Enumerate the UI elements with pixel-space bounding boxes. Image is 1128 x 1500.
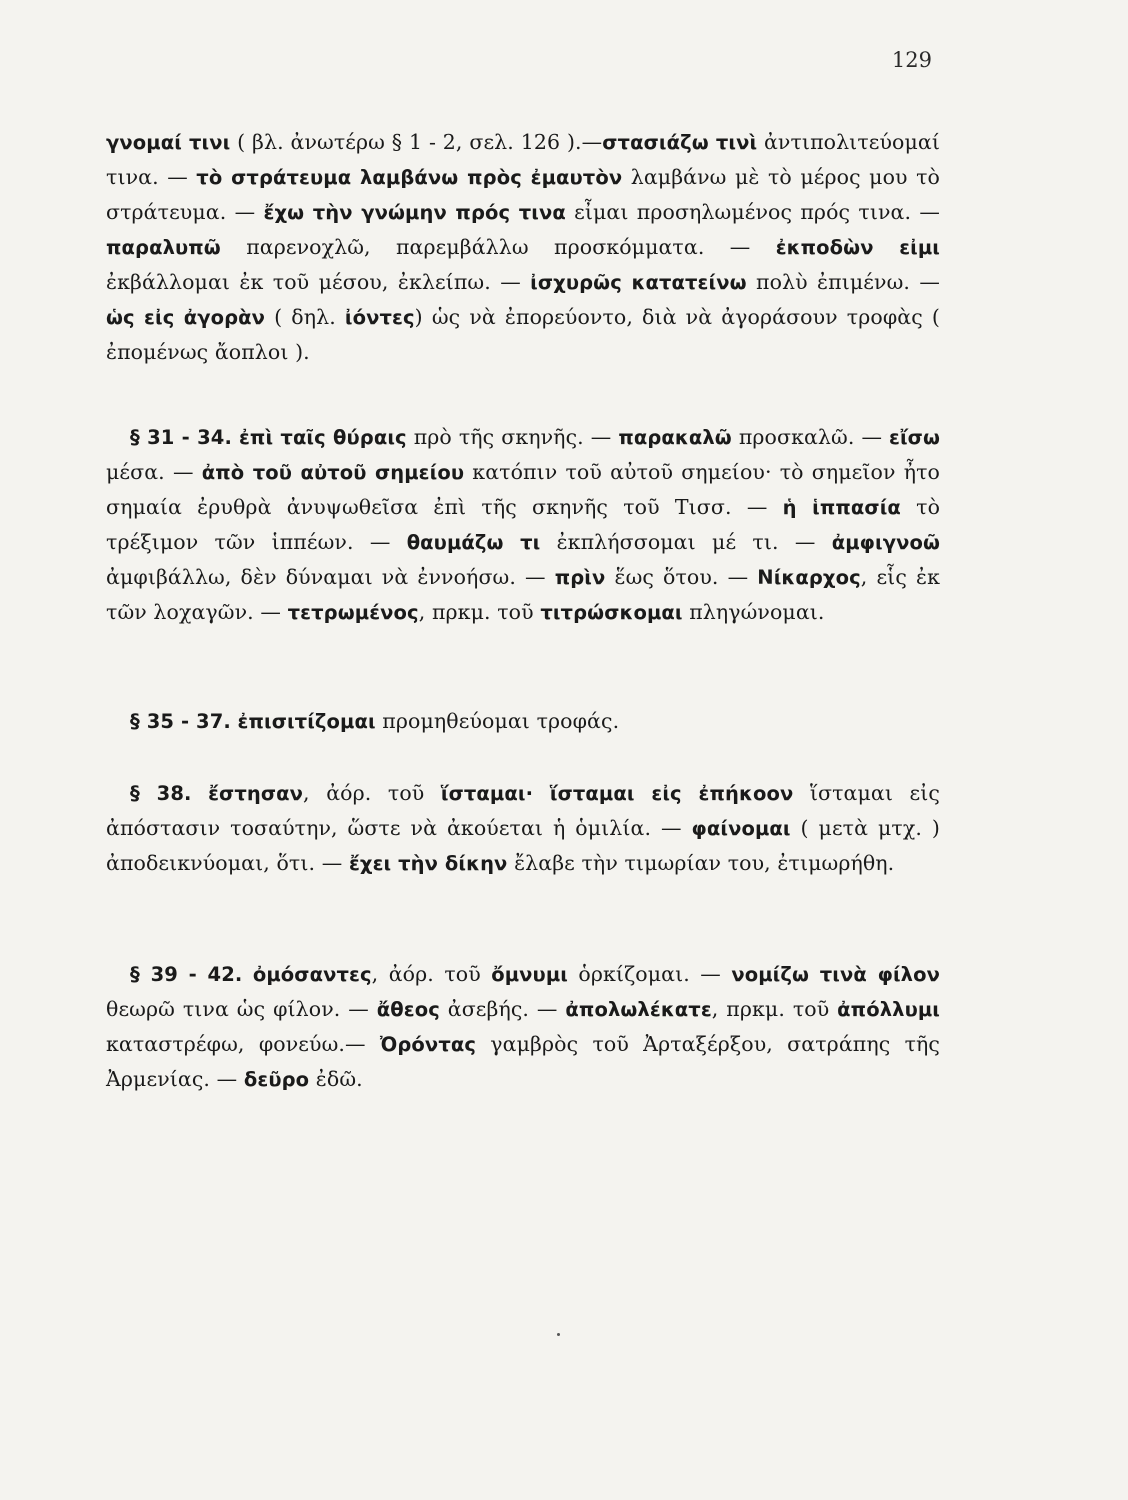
gloss-text: πληγώνομαι. <box>682 600 825 624</box>
glossed-term: ἀπὸ τοῦ αὐτοῦ σημείου <box>201 461 465 484</box>
gloss-text: προμηθεύομαι τροφάς. <box>375 709 620 733</box>
gloss-text: ἐκβάλλομαι ἐκ τοῦ μέσου, ἐκλείπω. — <box>106 270 531 294</box>
glossed-term: ἀμφιγνοῶ <box>831 531 941 554</box>
glossed-term: πρὶν <box>554 566 606 589</box>
glossed-term: Νίκαρχος <box>757 566 861 589</box>
section-number: § 39 - 42. <box>130 963 243 986</box>
gloss-text: παρενοχλῶ, παρεμβάλλω προσκόμματα. — <box>220 235 776 259</box>
gloss-text: ( βλ. ἀνωτέρω § 1 - 2, σελ. 126 ).— <box>230 130 603 154</box>
page-number: 129 <box>891 48 932 72</box>
glossed-term: ἐπισιτίζομαι <box>237 710 376 733</box>
gloss-text: λαμβάνω μὲ τὸ μέρος μου τὸ στράτευμα. — <box>106 165 940 224</box>
gloss-text: ἐδῶ. <box>309 1067 363 1091</box>
glossed-term: ἀπολωλέκατε <box>565 998 712 1021</box>
gloss-text: πρὸ τῆς σκηνῆς. — <box>406 425 619 449</box>
glossed-term: δεῦρο <box>243 1068 310 1091</box>
glossed-term: ἐκποδὼν εἰμι <box>775 236 940 259</box>
glossed-term: ἀπόλλυμι <box>837 998 940 1021</box>
gloss-text: , ἀόρ. τοῦ <box>303 781 441 805</box>
paragraph-section-31-34 <box>106 420 940 630</box>
glossed-term: τὸ στράτευμα λαμβάνω πρὸς ἐμαυτὸν <box>196 166 623 189</box>
gloss-text: ( δηλ. <box>265 305 345 329</box>
glossed-term: ἔστησαν <box>208 782 304 805</box>
paragraph-section-38 <box>106 776 940 881</box>
glossed-term: εἴσω <box>889 426 941 449</box>
gloss-text: κατόπιν τοῦ αὐτοῦ σημείου· τὸ σημεῖον ἦτο σημαία ἐρυθρὰ ἀνυψωθεῖσα ἐπὶ τῆς σκηνῆς τοῦ Τισσ. — <box>106 460 940 519</box>
section-number: § 35 - 37. <box>130 710 231 733</box>
glossed-term: γνομαί τινι <box>106 131 231 154</box>
glossed-term: στασιάζω τινὶ <box>602 131 758 154</box>
paragraph-section-39-42 <box>106 957 940 1097</box>
glossed-term: παραλυπῶ <box>106 236 221 259</box>
gloss-text <box>232 425 239 449</box>
gloss-text: προσκαλῶ. — <box>731 425 890 449</box>
glossed-term: τετρωμένος <box>287 601 419 624</box>
gloss-text: ) ὡς νὰ ἐπορεύοντο, διὰ νὰ ἀγοράσουν τροφὰς ( ἐπομένως ἄοπλοι ). <box>106 305 940 364</box>
glossed-term: νομίζω τινὰ φίλον <box>731 963 940 986</box>
gloss-text: ἀντιπολιτεύομαί τινα. — <box>106 130 940 189</box>
gloss-text <box>192 781 209 805</box>
glossed-term: ἄθεος <box>376 998 440 1021</box>
gloss-text: ἕως ὅτου. — <box>605 565 758 589</box>
gloss-text: μέσα. — <box>106 460 202 484</box>
gloss-text <box>242 962 252 986</box>
gloss-text: ( μετὰ μτχ. ) ἀποδεικνύομαι, ὅτι. — <box>106 816 940 875</box>
glossed-term: ἔχει τὴν δίκην <box>348 852 508 875</box>
gloss-text: τὸ τρέξιμον τῶν ἱππέων. — <box>106 495 941 554</box>
stray-mark <box>557 1333 560 1336</box>
paragraph-section-35-37 <box>106 704 940 739</box>
glossed-term: ἵσταμαι· ἵσταμαι εἰς ἐπήκοον <box>440 782 794 805</box>
glossed-term: ὀμόσαντες <box>252 963 372 986</box>
gloss-text: θεωρῶ τινα ὡς φίλον. — <box>106 997 377 1021</box>
gloss-text: , πρκμ. τοῦ <box>711 997 838 1021</box>
gloss-text: , ἀόρ. τοῦ <box>371 962 492 986</box>
glossed-term: φαίνομαι <box>691 817 791 840</box>
glossed-term: ἡ ἱππασία <box>782 496 901 519</box>
gloss-text: εἶμαι προσηλωμένος πρός τινα. — <box>565 200 940 224</box>
gloss-text: ἐκπλήσσομαι μέ τι. — <box>540 530 832 554</box>
paragraph-continuation <box>106 125 940 370</box>
gloss-text: ἀσεβής. — <box>439 997 566 1021</box>
gloss-text: ἔλαβε τὴν τιμωρίαν του, ἐτιμωρήθη. <box>507 851 895 875</box>
glossed-term: ὄμνυμι <box>491 963 568 986</box>
gloss-text: ἵσταμαι εἰς ἀπόστασιν τοσαύτην, ὥστε νὰ ἀκούεται ἡ ὁμιλία. — <box>106 781 940 840</box>
glossed-term: ἰόντες <box>344 306 415 329</box>
section-number: § 38. <box>130 782 192 805</box>
gloss-text: πολὺ ἐπιμένω. — <box>746 270 940 294</box>
gloss-text: , πρκμ. τοῦ <box>418 600 541 624</box>
section-number: § 31 - 34. <box>130 426 232 449</box>
glossed-term: ἰσχυρῶς κατατείνω <box>530 271 747 294</box>
gloss-text: ἀμφιβάλλω, δὲν δύναμαι νὰ ἐννοήσω. — <box>106 565 555 589</box>
gloss-text: καταστρέφω, φονεύω.— <box>106 1032 380 1056</box>
gloss-text: , εἷς ἐκ τῶν λοχαγῶν. — <box>106 565 940 624</box>
glossed-term: τιτρώσκομαι <box>540 601 683 624</box>
glossed-term: ὡς εἰς ἀγορὰν <box>106 306 266 329</box>
glossed-term: ἐπὶ ταῖς θύραις <box>238 426 407 449</box>
glossed-term: θαυμάζω τι <box>406 531 541 554</box>
gloss-text: γαμβρὸς τοῦ Ἀρταξέρξου, σατράπης τῆς Ἀρμενίας. — <box>106 1032 940 1091</box>
gloss-text: ὁρκίζομαι. — <box>567 962 732 986</box>
glossed-term: ἔχω τὴν γνώμην πρός τινα <box>263 201 566 224</box>
glossed-term: Ὀρόντας <box>379 1033 477 1056</box>
gloss-text <box>231 709 238 733</box>
glossed-term: παρακαλῶ <box>618 426 732 449</box>
